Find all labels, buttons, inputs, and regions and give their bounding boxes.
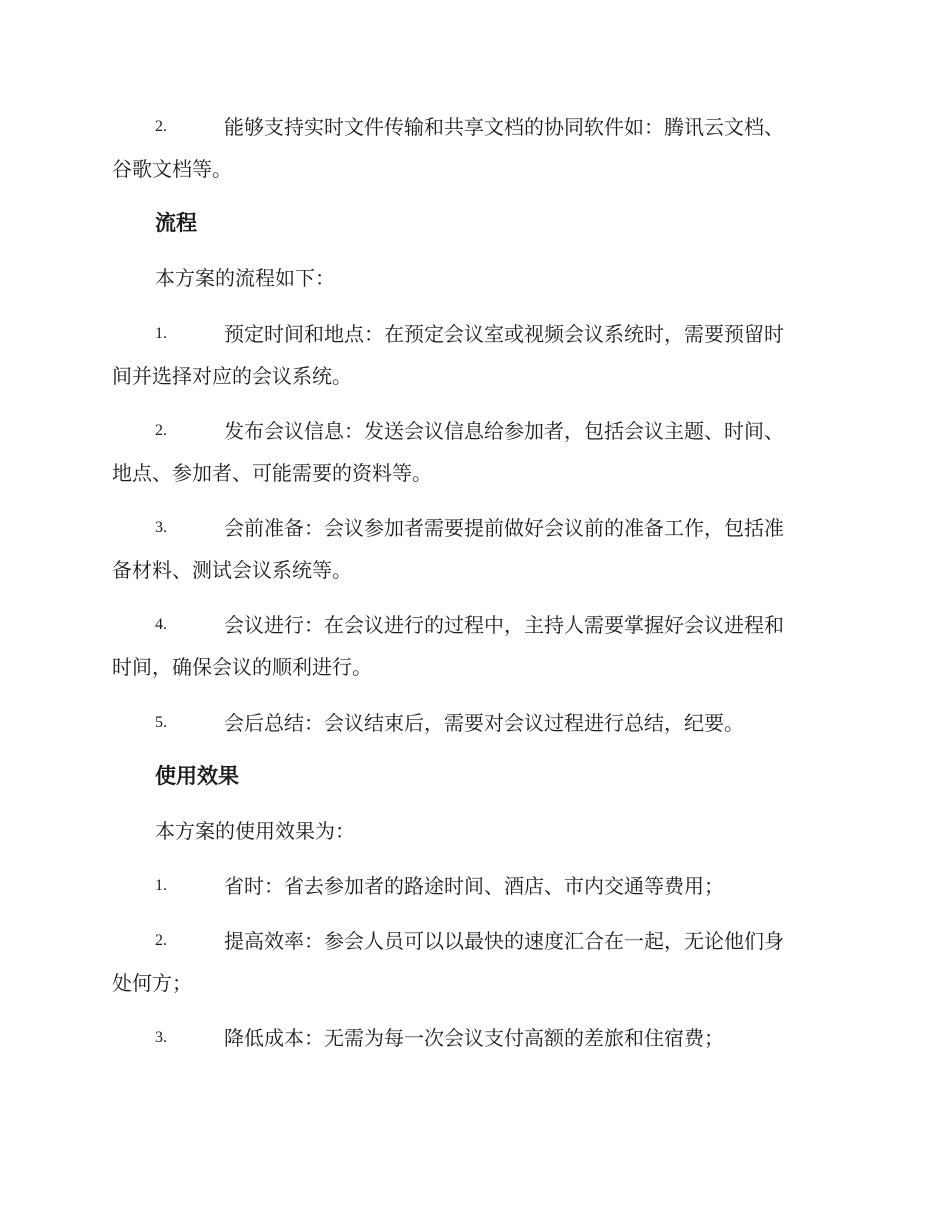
list-number: 5. bbox=[155, 714, 167, 731]
list-item bbox=[112, 313, 838, 397]
list-item bbox=[112, 507, 838, 591]
list-item-text: 预定时间和地点：在预定会议室或视频会议系统时，需要预留时 bbox=[224, 322, 784, 346]
list-item-text: 省时：省去参加者的路途时间、酒店、市内交通等费用； bbox=[224, 874, 724, 898]
list-item-continuation: 备材料、测试会议系统等。 bbox=[112, 558, 352, 582]
list-item bbox=[112, 410, 838, 494]
list-number: 1. bbox=[155, 877, 167, 894]
list-item-text: 会前准备：会议参加者需要提前做好会议前的准备工作，包括准 bbox=[224, 516, 784, 540]
list-item-text: 会议进行：在会议进行的过程中，主持人需要掌握好会议进程和 bbox=[224, 613, 784, 637]
list-item-continuation: 间并选择对应的会议系统。 bbox=[112, 364, 352, 388]
list-item-text: 提高效率：参会人员可以以最快的速度汇合在一起，无论他们身 bbox=[224, 929, 784, 953]
section-intro-process: 本方案的流程如下： bbox=[155, 266, 335, 290]
list-item-continuation: 地点、参加者、可能需要的资料等。 bbox=[112, 461, 432, 485]
list-item bbox=[112, 702, 838, 744]
list-item-first-line bbox=[112, 106, 838, 148]
list-number: 3. bbox=[155, 1029, 167, 1046]
list-number: 4. bbox=[155, 616, 167, 633]
list-item bbox=[112, 604, 838, 688]
section-intro-effects: 本方案的使用效果为： bbox=[155, 819, 355, 843]
list-number: 3. bbox=[155, 519, 167, 536]
list-item-continuation: 时间，确保会议的顺利进行。 bbox=[112, 655, 372, 679]
list-number: 2. bbox=[155, 932, 167, 949]
list-item-text: 发布会议信息：发送会议信息给参加者，包括会议主题、时间、 bbox=[224, 419, 784, 443]
list-item-text: 会后总结：会议结束后，需要对会议过程进行总结，纪要。 bbox=[224, 711, 744, 735]
list-number: 1. bbox=[155, 325, 167, 342]
list-item-text: 降低成本：无需为每一次会议支付高额的差旅和住宿费； bbox=[224, 1026, 724, 1050]
list-item-continuation: 谷歌文档等。 bbox=[112, 157, 232, 181]
list-item bbox=[112, 106, 838, 190]
list-item bbox=[112, 920, 838, 1004]
section-heading-effects: 使用效果 bbox=[155, 764, 239, 788]
list-item-continuation: 处何方； bbox=[112, 971, 192, 995]
section-heading-process: 流程 bbox=[155, 211, 197, 235]
list-item bbox=[112, 865, 838, 907]
list-number: 2. bbox=[155, 422, 167, 439]
list-item-text: 能够支持实时文件传输和共享文档的协同软件如：腾讯云文档、 bbox=[224, 115, 784, 139]
list-item bbox=[112, 1017, 838, 1059]
list-number: 2. bbox=[155, 118, 167, 135]
